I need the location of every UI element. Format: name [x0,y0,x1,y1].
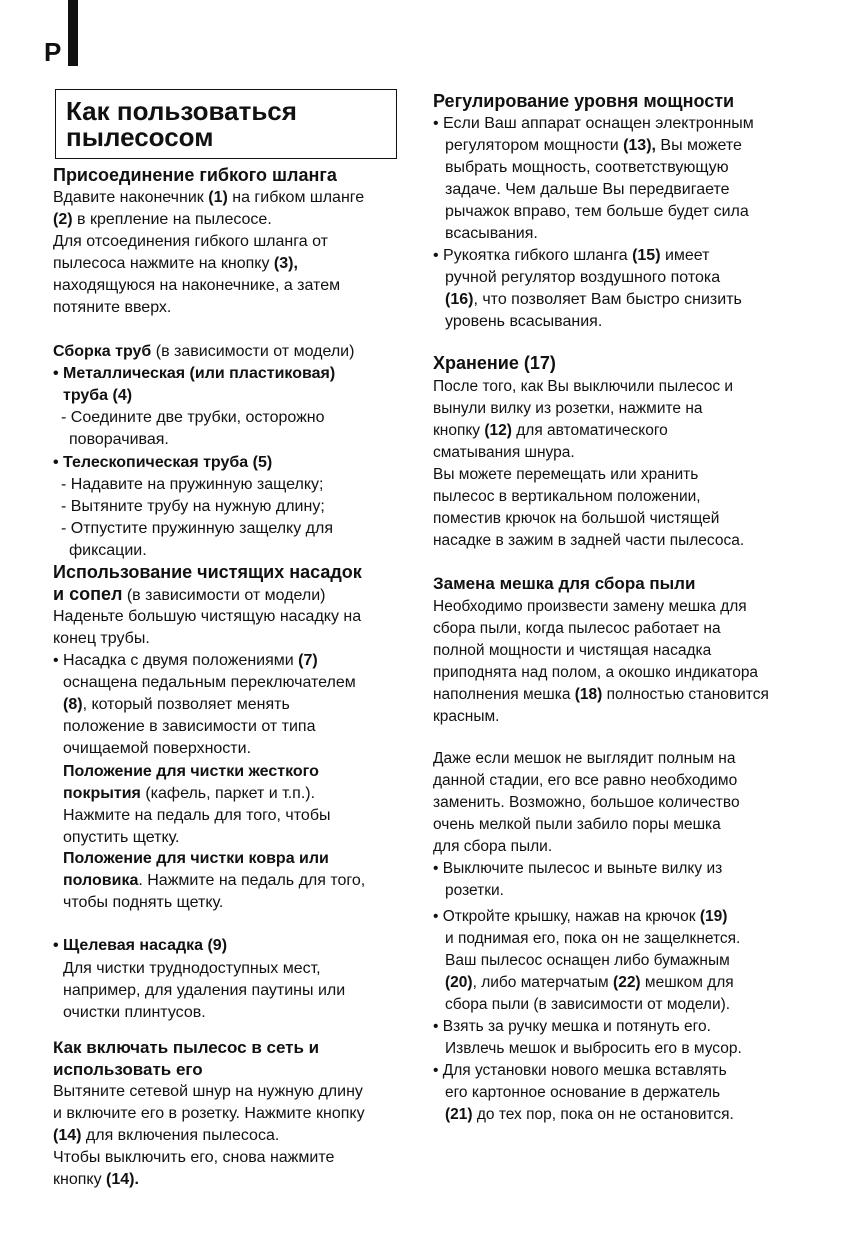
text-segment: Ваш пылесос оснащен либо бумажным [445,952,730,969]
nozzles-heading-1: Использование чистящих насадок [53,562,362,582]
text-segment: . Нажмите на педаль для того, [138,872,366,889]
bag2-line [433,770,737,792]
text-segment: насадке в зажим в задней части пылесоса. [433,532,745,549]
tele-step-1: - Надавите на пружинную защелку; [61,476,324,493]
language-marker: P [44,37,62,67]
hose-line [53,253,298,275]
text-segment: ручной регулятор воздушного потока [445,269,721,286]
text-segment: и поднимая его, пока он не защелкнется. [445,930,741,947]
bag-line [433,640,711,662]
power-line [53,1103,365,1125]
storage-line [433,398,703,420]
text-segment: для сбора пыли. [433,838,553,855]
power-line [53,1081,363,1103]
page-edge-bar [68,0,78,66]
page-title-line-1: Как пользоваться [66,96,297,126]
text-segment: красным. [433,708,500,725]
text-segment: наполнения мешка [433,686,575,703]
tubes-heading [53,341,354,363]
text-segment: Для отсоединения гибкого шланга от [53,233,328,250]
bag3-line [433,1016,711,1038]
twopos-line [53,650,318,672]
ref-number: (14) [53,1127,82,1144]
ref-number: (13), [623,137,656,154]
storage-line [433,486,701,508]
text-segment: очищаемой поверхности. [63,740,252,757]
bag3-line [445,994,730,1016]
powerreg-line [445,311,602,333]
metal-step-1: - Соедините две трубки, осторожно [61,409,325,426]
text-segment: Необходимо произвести замену мешка для [433,598,747,615]
text-segment: заменить. Возможно, большое количество [433,794,740,811]
text-segment: на гибком шланге [227,189,365,206]
text-segment: находящуюся на наконечнике, а затем [53,277,341,294]
powerreg-line [433,245,710,267]
bag-line [433,596,747,618]
text-segment: • Для установки нового мешка вставлять [433,1062,727,1079]
text-segment: полностью становится [602,686,769,703]
text-segment: сбора пыли, когда пылесос работает на [433,620,721,637]
text-segment: для включения пылесоса. [81,1127,280,1144]
bag2-line [433,748,736,770]
mode-label: половика [63,872,139,889]
ref-number: (16) [445,291,474,308]
ref-number: (1) [208,189,228,206]
crevice-text-3: очистки плинтусов. [63,1004,206,1021]
text-segment: оснащена педальным переключателем [63,674,356,691]
nozzles-text-2: конец трубы. [53,630,150,647]
text-segment: вынули вилку из розетки, нажмите на [433,400,703,417]
text-segment: , который позволяет менять [82,696,290,713]
metal-tube-line-2 [63,385,132,407]
text-segment: уровень всасывания. [445,313,603,330]
powerreg-line [445,201,749,223]
power-line [53,1169,139,1191]
ref-number: (19) [699,908,728,925]
carpet-line [63,892,223,914]
storage-line [433,420,668,442]
text-segment: После того, как Вы выключили пылесос и [433,378,734,395]
powerreg-line [445,157,729,179]
text-segment: чтобы поднять щетку. [63,894,224,911]
bag-line [433,618,721,640]
twopos-line [63,738,251,760]
nozzles-note: (в зависимости от модели) [122,587,326,604]
text-segment: кнопку [433,422,485,439]
bag-line [433,706,499,728]
crevice-heading-text: • Щелевая насадка (9) [53,937,228,954]
text-segment: в крепление на пылесосе. [72,211,272,228]
text-segment: его картонное основание в держатель [445,1084,721,1101]
bag3-line [445,1038,742,1060]
text-segment: сбора пыли (в зависимости от модели). [445,996,731,1013]
text-segment: и включите его в розетку. Нажмите кнопку [53,1105,365,1122]
text-segment: • Рукоятка гибкого шланга [433,247,633,264]
ref-number: (14). [106,1171,139,1188]
bag2-line [433,792,740,814]
power-heading-1: Как включать пылесос в сеть и [53,1038,320,1057]
telescopic-text: • Телескопическая труба (5) [53,454,273,471]
bag3-line [445,1082,720,1104]
hose-heading: Присоединение гибкого шланга [53,165,337,185]
text-segment: пылесос в вертикальном положении, [433,488,701,505]
crevice-text-2: например, для удаления паутины или [63,982,346,999]
power-line [53,1125,279,1147]
text-segment: данной стадии, его все равно необходимо [433,772,738,789]
text-segment: • Откройте крышку, нажав на крючок [433,908,700,925]
metal-tube-text-2: труба (4) [63,387,133,404]
ref-number: (12) [484,422,512,439]
text-segment: кнопку [53,1171,107,1188]
text-segment: Вдавите наконечник [53,189,209,206]
power-reg-heading: Регулирование уровня мощности [433,91,735,111]
mode-label: покрытия [63,785,141,802]
ref-number: (2) [53,211,73,228]
text-segment: до тех пор, пока он не остановится. [472,1106,734,1123]
powerreg-line [445,179,730,201]
storage-heading: Хранение (17) [433,353,556,373]
bag3-line [433,906,727,928]
ref-number: (20) [445,974,473,991]
hose-line [53,275,340,297]
text-segment: рычажок вправо, тем больше будет сила [445,203,749,220]
bag3-line [445,928,740,950]
bag-line [433,684,769,706]
page-title-line-2: пылесосом [66,122,214,152]
metal-tube-line-1 [53,363,335,385]
hose-line [53,187,364,209]
text-segment: Извлечь мешок и выбросить его в мусор. [445,1040,742,1057]
storage-line [433,508,719,530]
nozzles-heading-2 [53,583,326,607]
hard-floor-line [63,827,179,849]
text-segment: имеет [660,247,710,264]
text-segment: полной мощности и чистящая насадка [433,642,712,659]
text-segment: Вы можете [655,137,742,154]
nozzles-text-1: Наденьте большую чистящую насадку на [53,608,362,625]
powerreg-line [445,267,720,289]
storage-line [433,376,733,398]
powerreg-line [433,113,754,135]
mode-label: Положение для чистки ковра или [63,850,329,867]
text-segment: задаче. Чем дальше Вы передвигаете [445,181,730,198]
text-segment: Вы можете перемещать или хранить [433,466,699,483]
hose-line [53,231,328,253]
text-segment: • Выключите пылесос и выньте вилку из [433,860,723,877]
powerreg-line [445,135,742,157]
text-segment: мешком для [640,974,734,991]
carpet-line [63,848,329,870]
title-box [55,89,397,159]
text-segment: Вытяните сетевой шнур на нужную длину [53,1083,363,1100]
text-segment: сматывания шнура. [433,444,575,461]
metal-step-2: поворачивая. [69,431,169,448]
text-segment: , либо матерчатым [472,974,614,991]
text-segment: , что позволяет Вам быстро снизить [473,291,742,308]
text-segment: • Взять за ручку мешка и потянуть его. [433,1018,711,1035]
ref-number: (7) [298,652,318,669]
text-segment: приподнята над полом, а окошко индикатора [433,664,759,681]
crevice-text-1: Для чистки труднодоступных мест, [63,960,321,977]
text-segment: регулятором мощности [445,137,624,154]
bag-line [433,662,758,684]
twopos-line [63,694,290,716]
hard-floor-line [63,783,315,805]
ref-number: (18) [574,686,603,703]
ref-number: (8) [63,696,83,713]
carpet-line [63,870,365,892]
text-segment: всасывания. [445,225,538,242]
tubes-heading-note: (в зависимости от модели) [151,343,355,360]
bag2-line [433,858,722,880]
bag2-line [433,814,721,836]
hose-line [53,297,171,319]
bag2-line [433,836,552,858]
hard-floor-line [63,761,319,783]
ref-number: (21) [445,1106,473,1123]
text-segment: поместив крючок на большой чистящей [433,510,720,527]
crevice-heading [53,935,227,957]
text-segment: выбрать мощность, соответствующую [445,159,729,176]
bag3-line [433,1060,727,1082]
text-segment: • Если Ваш аппарат оснащен электронным [433,115,754,132]
storage-line [433,464,698,486]
tele-step-3: - Отпустите пружинную защелку для [61,520,333,537]
text-segment: опустить щетку. [63,829,180,846]
tubes-heading-bold: Сборка труб [53,343,152,360]
powerreg-line [445,223,538,245]
nozzles-heading-2-bold: и сопел [53,584,123,604]
powerreg-line [445,289,742,311]
bag3-line [445,1104,734,1126]
text-segment: розетки. [445,882,504,899]
text-segment: очень мелкой пыли забило поры мешка [433,816,721,833]
bag3-line [445,972,734,994]
ref-number: (3), [273,255,298,272]
tele-step-4: фиксации. [69,542,147,559]
hard-floor-line [63,805,330,827]
metal-tube-text-1: • Металлическая (или пластиковая) [53,365,336,382]
ref-number: (22) [613,974,641,991]
ref-number: (15) [632,247,661,264]
text-segment: Нажмите на педаль для того, чтобы [63,807,331,824]
bag3-line [445,950,730,972]
twopos-line [63,716,315,738]
text-segment: потяните вверх. [53,299,172,316]
text-segment: положение в зависимости от типа [63,718,316,735]
text-segment: • Насадка с двумя положениями [53,652,299,669]
storage-line [433,442,575,464]
text-segment: для автоматического [511,422,668,439]
tele-step-2: - Вытяните трубу на нужную длину; [61,498,325,515]
bag2-line [445,880,504,902]
bag-heading: Замена мешка для сбора пыли [433,574,696,593]
text-segment: Чтобы выключить его, снова нажмите [53,1149,335,1166]
text-segment: пылесоса нажмите на кнопку [53,255,274,272]
power-line [53,1147,334,1169]
telescopic-heading [53,452,272,474]
text-segment: Даже если мешок не выглядит полным на [433,750,736,767]
power-heading-2: использовать его [53,1060,203,1079]
twopos-line [63,672,356,694]
text-segment: (кафель, паркет и т.п.). [140,785,316,802]
storage-line [433,530,744,552]
hose-line [53,209,272,231]
mode-label: Положение для чистки жесткого [63,763,319,780]
